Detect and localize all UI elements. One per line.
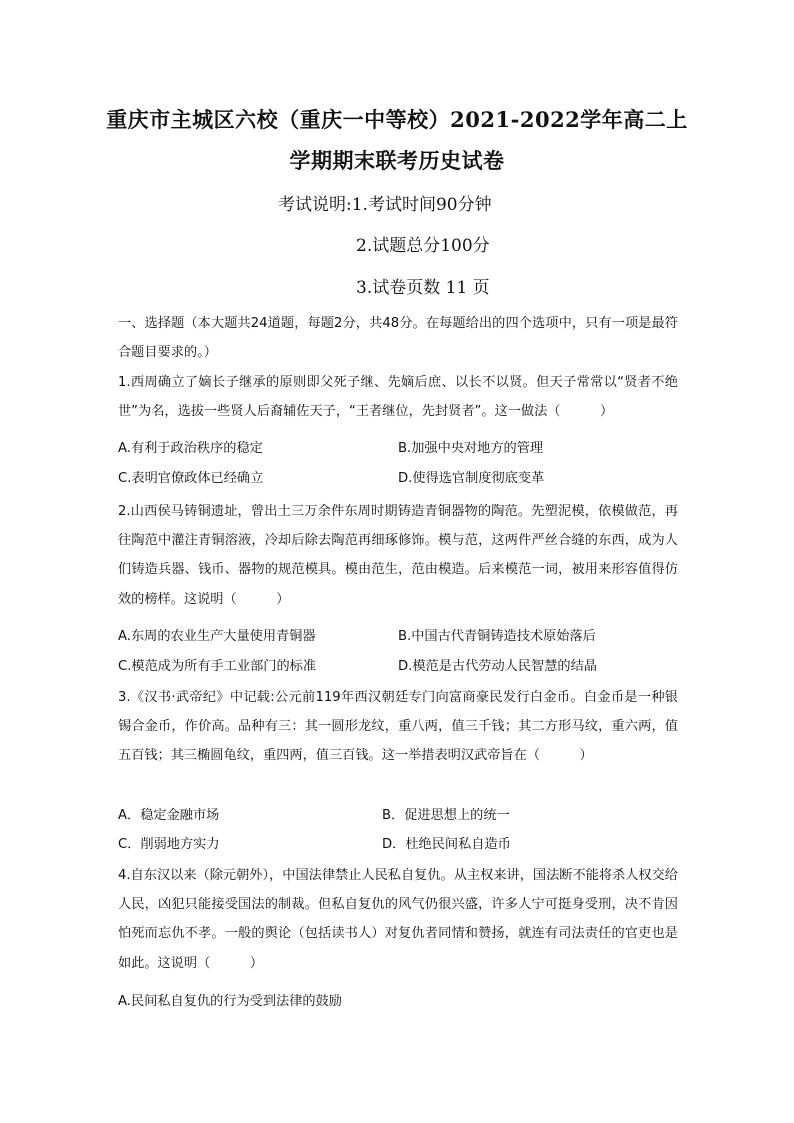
exam-note-total-score: 2.试题总分100分 bbox=[356, 236, 490, 256]
question-3-option-b: B．促进思想上的统一 bbox=[382, 808, 510, 823]
question-2-option-a: A.东周的农业生产大量使用青铜器 bbox=[118, 629, 316, 644]
section-heading: 一、选择题（本大题共24道题，每题2分，共48分。在每题给出的四个选项中，只有一项是最符合题目要求的。） bbox=[118, 316, 678, 361]
question-2-option-d: D.模范是古代劳动人民智慧的结晶 bbox=[398, 659, 597, 674]
exam-title-line1: 重庆市主城区六校（重庆一中等校）2021-2022学年高二上 bbox=[106, 107, 688, 132]
question-1-option-b: B.加强中央对地方的管理 bbox=[398, 441, 544, 456]
question-3-option-a: A．稳定金融市场 bbox=[118, 808, 220, 823]
question-3-option-c: C．削弱地方实力 bbox=[118, 837, 220, 852]
question-2-option-b: B.中国古代青铜铸造技术原始落后 bbox=[398, 629, 596, 644]
question-3-stem: 3.《汉书·武帝纪》中记载:公元前119年西汉朝廷专门向富商豪民发行白金币。白金币是一种银锡合金币，作价高。品种有三：其一圆形龙纹，重八两，值三千钱；其二方形马纹，重六两，值五百钱；其三椭圆龟纹，重四两，值三百钱。这一举措表明汉武帝旨在（ ） bbox=[118, 690, 678, 764]
question-4-option-a: A.民间私自复仇的行为受到法律的鼓励 bbox=[118, 994, 342, 1009]
question-1-option-c: C.表明官僚政体已经确立 bbox=[118, 471, 264, 486]
question-1-option-d: D.使得选官制度彻底变革 bbox=[398, 471, 545, 486]
question-2-stem: 2.山西侯马铸铜遗址，曾出土三万余件东周时期铸造青铜器物的陶范。先塑泥模，依模做范，再往陶范中灌注青铜溶液，冷却后除去陶范再细琢修饰。模与范，这两件严丝合缝的东西，成为人们铸造兵器、钱币、器物的规范模具。模由范生，范由模造。后来模范一词，被用来形容值得仿效的榜样。这说明（ ） bbox=[118, 504, 678, 607]
exam-note-duration: 考试说明:1.考试时间90分钟 bbox=[278, 195, 492, 215]
question-1-stem: 1.西周确立了嫡长子继承的原则即父死子继、先嫡后庶、以长不以贤。但天子常常以“贤者不绝世”为名，选拔一些贤人后裔辅佐天子，“王者继位，先封贤者”。这一做法（ ） bbox=[118, 375, 678, 420]
question-2-option-c: C.模范成为所有手工业部门的标准 bbox=[118, 659, 317, 674]
exam-title-line2: 学期期末联考历史试卷 bbox=[289, 148, 505, 173]
question-3-option-d: D．杜绝民间私自造币 bbox=[382, 837, 511, 852]
question-4-stem: 4.自东汉以来（除元朝外），中国法律禁止人民私自复仇。从主权来讲，国法断不能将杀人权交给人民，凶犯只能接受国法的制裁。但私自复仇的风气仍很兴盛，许多人宁可挺身受刑，决不肯因怕死而忘仇不孝。一般的舆论（包括读书人）对复仇者同情和赞扬，就连有司法责任的官吏也是如此。这说明（ ） bbox=[118, 868, 678, 971]
question-1-option-a: A.有利于政治秩序的稳定 bbox=[118, 441, 263, 456]
exam-note-page-count: 3.试卷页数 11 页 bbox=[356, 278, 490, 298]
